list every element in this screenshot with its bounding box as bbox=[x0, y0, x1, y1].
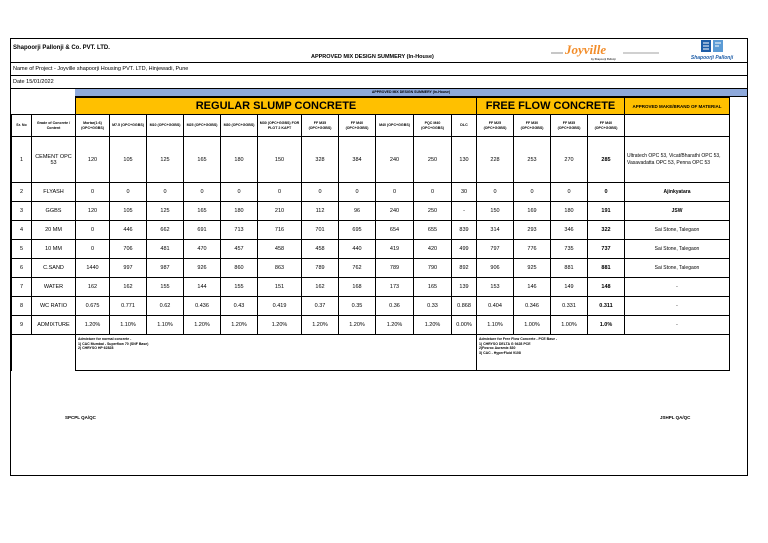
value-cell: 1.10% bbox=[477, 316, 514, 335]
value-cell: 1.10% bbox=[110, 316, 147, 335]
value-cell: 0.771 bbox=[110, 297, 147, 316]
value-cell: 0.33 bbox=[414, 297, 452, 316]
value-cell: 120 bbox=[76, 202, 110, 221]
value-cell: 701 bbox=[302, 221, 339, 240]
brand-cell: - bbox=[625, 297, 730, 316]
value-cell: 0.331 bbox=[551, 297, 588, 316]
brand-cell: Sai Stone, Talegaon bbox=[625, 240, 730, 259]
value-cell: 250 bbox=[414, 137, 452, 183]
value-cell: 776 bbox=[514, 240, 551, 259]
value-cell: 125 bbox=[147, 137, 184, 183]
value-cell: 420 bbox=[414, 240, 452, 259]
value-cell: 125 bbox=[147, 202, 184, 221]
value-cell: 162 bbox=[302, 278, 339, 297]
mix-design-table bbox=[11, 97, 730, 371]
value-cell: 1.20% bbox=[302, 316, 339, 335]
sr-no-cell: 5 bbox=[12, 240, 32, 259]
note-line: 3) CAC - HyperFluid 9108 bbox=[479, 350, 521, 355]
value-cell: 458 bbox=[258, 240, 302, 259]
value-cell: 210 bbox=[258, 202, 302, 221]
value-cell: 695 bbox=[339, 221, 376, 240]
value-cell: 162 bbox=[110, 278, 147, 297]
value-cell: 797 bbox=[477, 240, 514, 259]
value-cell: 168 bbox=[339, 278, 376, 297]
value-cell: 0 bbox=[110, 183, 147, 202]
table-row bbox=[12, 137, 730, 183]
value-cell: 0 bbox=[376, 183, 414, 202]
value-cell: 149 bbox=[551, 278, 588, 297]
grade-column-header: PQC M40 (OPC+GGBS) bbox=[414, 115, 452, 137]
material-name-cell: 10 MM bbox=[32, 240, 76, 259]
value-cell: 293 bbox=[514, 221, 551, 240]
grade-column-header: DLC bbox=[452, 115, 477, 137]
value-cell: 150 bbox=[258, 137, 302, 183]
value-cell: 926 bbox=[184, 259, 221, 278]
value-cell: 150 bbox=[477, 202, 514, 221]
value-cell: 713 bbox=[221, 221, 258, 240]
value-cell: 139 bbox=[452, 278, 477, 297]
value-cell: 0.36 bbox=[376, 297, 414, 316]
grade-column-header: FF M30 (OPC+GGBS) bbox=[514, 115, 551, 137]
value-cell: 0 bbox=[147, 183, 184, 202]
brand-cell: JSW bbox=[625, 202, 730, 221]
value-cell: 789 bbox=[302, 259, 339, 278]
project-row bbox=[11, 63, 747, 76]
approved-brand-header: APPROVED MAKE/BRAND OF MATERIAL bbox=[625, 98, 730, 115]
value-cell: 457 bbox=[221, 240, 258, 259]
value-cell: 314 bbox=[477, 221, 514, 240]
value-cell: 165 bbox=[184, 137, 221, 183]
shapoorji-logo-mark-icon bbox=[697, 39, 727, 53]
material-name-cell: GGBS bbox=[32, 202, 76, 221]
value-cell: 0.346 bbox=[514, 297, 551, 316]
brand-cell: Ajinkyatara bbox=[625, 183, 730, 202]
shapoorji-logo-text: Shapoorji Pallonji bbox=[690, 55, 734, 61]
value-cell: 0.35 bbox=[339, 297, 376, 316]
blank-cell bbox=[12, 98, 76, 115]
value-cell: 997 bbox=[110, 259, 147, 278]
company-header bbox=[11, 39, 747, 63]
column-header-row bbox=[12, 115, 730, 137]
value-cell: 0.675 bbox=[76, 297, 110, 316]
value-cell: 384 bbox=[339, 137, 376, 183]
value-cell: 0 bbox=[477, 183, 514, 202]
spcpl-signature-label: SPCPL QA/QC bbox=[65, 415, 96, 420]
table-row bbox=[12, 202, 730, 221]
grade-column-header: FF M25 (OPC+GGBS) bbox=[477, 115, 514, 137]
table-row bbox=[12, 183, 730, 202]
value-cell: 0 bbox=[414, 183, 452, 202]
sr-no-cell: 1 bbox=[12, 137, 32, 183]
note-line: Admixture for Free Flow Concrete - PCE Base - bbox=[479, 337, 558, 341]
joyville-logo-text: Joyville bbox=[565, 42, 607, 57]
value-cell: 105 bbox=[110, 137, 147, 183]
grade-column-header: FF M35 (OPC+GGBS) bbox=[302, 115, 339, 137]
grade-column-header: Mortar(1:6) (OPC+GGBS) bbox=[76, 115, 110, 137]
material-name-cell: WC RATIO bbox=[32, 297, 76, 316]
value-cell: 1.00% bbox=[514, 316, 551, 335]
value-cell: 863 bbox=[258, 259, 302, 278]
value-cell: 1.20% bbox=[414, 316, 452, 335]
value-cell: 250 bbox=[414, 202, 452, 221]
value-cell: 735 bbox=[551, 240, 588, 259]
value-cell: 0.436 bbox=[184, 297, 221, 316]
value-cell: 0.62 bbox=[147, 297, 184, 316]
company-name: Shapoorji Pallonji & Co. PVT. LTD. bbox=[13, 45, 110, 51]
value-cell: 1.20% bbox=[76, 316, 110, 335]
grade-column-header: M7.5 (OPC+GGBS) bbox=[110, 115, 147, 137]
value-cell: 892 bbox=[452, 259, 477, 278]
grade-column-header: FF M40 (OPC+GGBS) bbox=[588, 115, 625, 137]
table-row bbox=[12, 240, 730, 259]
project-name: Name of Project - Joyville shapoorji Housing PVT. LTD, Hinjewadi, Pune bbox=[13, 66, 189, 72]
value-cell: 716 bbox=[258, 221, 302, 240]
grade-header: Grade of Concrete / Content bbox=[32, 115, 76, 137]
note-line: 1) CAC Mumbai - Superflow 70 (SNF Base) bbox=[78, 341, 149, 346]
value-cell: 0 bbox=[588, 183, 625, 202]
regular-slump-header: REGULAR SLUMP CONCRETE bbox=[76, 98, 477, 115]
value-cell: 180 bbox=[551, 202, 588, 221]
brand-cell: - bbox=[625, 316, 730, 335]
value-cell: 322 bbox=[588, 221, 625, 240]
value-cell: 0 bbox=[76, 221, 110, 240]
value-cell: 228 bbox=[477, 137, 514, 183]
value-cell: 706 bbox=[110, 240, 147, 259]
sr-no-cell: 9 bbox=[12, 316, 32, 335]
value-cell: 240 bbox=[376, 137, 414, 183]
value-cell: 881 bbox=[588, 259, 625, 278]
value-cell: 446 bbox=[110, 221, 147, 240]
value-cell: 1.20% bbox=[258, 316, 302, 335]
value-cell: 440 bbox=[339, 240, 376, 259]
notes-blank-cell bbox=[12, 335, 76, 371]
value-cell: 470 bbox=[184, 240, 221, 259]
note-line: 2)Fosroc Auramix 830 bbox=[479, 346, 516, 350]
value-cell: 155 bbox=[147, 278, 184, 297]
grade-column-header: M30 (OPC+GGBS) bbox=[221, 115, 258, 137]
value-cell: 151 bbox=[258, 278, 302, 297]
mix-rows bbox=[12, 137, 730, 335]
value-cell: 789 bbox=[376, 259, 414, 278]
document-date: Date 15/01/2022 bbox=[13, 79, 54, 85]
joyville-logo-subtext: by Shapoorji Pallonji bbox=[591, 58, 616, 61]
value-cell: 112 bbox=[302, 202, 339, 221]
value-cell: 155 bbox=[221, 278, 258, 297]
joyville-logo-graphic bbox=[551, 41, 661, 63]
value-cell: 165 bbox=[414, 278, 452, 297]
value-cell: 1.20% bbox=[221, 316, 258, 335]
value-cell: 285 bbox=[588, 137, 625, 183]
document-title: APPROVED MIX DESIGN SUMMERY (In-House) bbox=[311, 54, 434, 60]
material-name-cell: FLYASH bbox=[32, 183, 76, 202]
brand-cell: Ultratech OPC 53, Vicat/Bharathi OPC 53, Vasavadatta OPC 53, Penna OPC 53 bbox=[625, 137, 730, 183]
sr-no-cell: 8 bbox=[12, 297, 32, 316]
value-cell: 346 bbox=[551, 221, 588, 240]
sr-no-cell: 3 bbox=[12, 202, 32, 221]
value-cell: 0 bbox=[302, 183, 339, 202]
free-flow-header: FREE FLOW CONCRETE bbox=[477, 98, 625, 115]
value-cell: 144 bbox=[184, 278, 221, 297]
material-name-cell: 20 MM bbox=[32, 221, 76, 240]
brand-cell: - bbox=[625, 278, 730, 297]
grade-column-header: M40 (OPC+GGBS) bbox=[376, 115, 414, 137]
value-cell: 860 bbox=[221, 259, 258, 278]
value-cell: 0 bbox=[221, 183, 258, 202]
value-cell: 191 bbox=[588, 202, 625, 221]
sr-no-cell: 7 bbox=[12, 278, 32, 297]
value-cell: 662 bbox=[147, 221, 184, 240]
value-cell: 790 bbox=[414, 259, 452, 278]
value-cell: 655 bbox=[414, 221, 452, 240]
value-cell: 654 bbox=[376, 221, 414, 240]
value-cell: 0.43 bbox=[221, 297, 258, 316]
shapoorji-logo bbox=[679, 39, 745, 63]
value-cell: 253 bbox=[514, 137, 551, 183]
value-cell: 458 bbox=[302, 240, 339, 259]
brand-cell: Sai Stone, Talegaon bbox=[625, 221, 730, 240]
grade-column-header: FF M40 (OPC+GGBS) bbox=[339, 115, 376, 137]
joyville-logo bbox=[551, 41, 661, 63]
jshpl-signature-label: JSHPL QA/QC bbox=[660, 415, 691, 420]
value-cell: 30 bbox=[452, 183, 477, 202]
value-cell: 0 bbox=[76, 240, 110, 259]
table-row bbox=[12, 297, 730, 316]
notes-row bbox=[12, 335, 730, 371]
value-cell: 0.00% bbox=[452, 316, 477, 335]
value-cell: 691 bbox=[184, 221, 221, 240]
free-flow-admixture-notes bbox=[477, 335, 730, 371]
material-name-cell: ADMIXTURE bbox=[32, 316, 76, 335]
value-cell: - bbox=[452, 202, 477, 221]
value-cell: 737 bbox=[588, 240, 625, 259]
value-cell: 499 bbox=[452, 240, 477, 259]
value-cell: 881 bbox=[551, 259, 588, 278]
value-cell: 165 bbox=[184, 202, 221, 221]
value-cell: 0 bbox=[76, 183, 110, 202]
sr-no-cell: 2 bbox=[12, 183, 32, 202]
value-cell: 148 bbox=[588, 278, 625, 297]
value-cell: 0 bbox=[258, 183, 302, 202]
value-cell: 0.37 bbox=[302, 297, 339, 316]
table-row bbox=[12, 278, 730, 297]
value-cell: 481 bbox=[147, 240, 184, 259]
value-cell: 0 bbox=[551, 183, 588, 202]
value-cell: 839 bbox=[452, 221, 477, 240]
value-cell: 120 bbox=[76, 137, 110, 183]
value-cell: 180 bbox=[221, 137, 258, 183]
value-cell: 1.20% bbox=[339, 316, 376, 335]
value-cell: 1.00% bbox=[551, 316, 588, 335]
note-line: 1) CHRYSO DELTA G 9428 PCE bbox=[479, 341, 531, 346]
value-cell: 1440 bbox=[76, 259, 110, 278]
value-cell: 0 bbox=[339, 183, 376, 202]
sr-no-header: Sr. No bbox=[12, 115, 32, 137]
value-cell: 1.20% bbox=[376, 316, 414, 335]
mix-design-sheet bbox=[10, 38, 748, 476]
brand-column-header bbox=[625, 115, 730, 137]
value-cell: 1.10% bbox=[147, 316, 184, 335]
sr-no-cell: 6 bbox=[12, 259, 32, 278]
value-cell: 762 bbox=[339, 259, 376, 278]
value-cell: 906 bbox=[477, 259, 514, 278]
regular-admixture-notes bbox=[76, 335, 477, 371]
value-cell: 0.419 bbox=[258, 297, 302, 316]
value-cell: 270 bbox=[551, 137, 588, 183]
value-cell: 987 bbox=[147, 259, 184, 278]
value-cell: 0.404 bbox=[477, 297, 514, 316]
value-cell: 162 bbox=[76, 278, 110, 297]
note-line: Admixture for normal concrete - bbox=[78, 337, 132, 341]
grade-column-header: M30 (OPC+GGBS) FOR PLOT 2 KAPT bbox=[258, 115, 302, 137]
value-cell: 1.20% bbox=[184, 316, 221, 335]
material-name-cell: WATER bbox=[32, 278, 76, 297]
value-cell: 173 bbox=[376, 278, 414, 297]
table-row bbox=[12, 259, 730, 278]
value-cell: 96 bbox=[339, 202, 376, 221]
value-cell: 328 bbox=[302, 137, 339, 183]
value-cell: 153 bbox=[477, 278, 514, 297]
material-name-cell: C.SAND bbox=[32, 259, 76, 278]
summary-band: APPROVED MIX DESIGN SUMMERY (In-House) bbox=[75, 89, 747, 97]
value-cell: 180 bbox=[221, 202, 258, 221]
value-cell: 0.311 bbox=[588, 297, 625, 316]
value-cell: 105 bbox=[110, 202, 147, 221]
value-cell: 1.0% bbox=[588, 316, 625, 335]
table-row bbox=[12, 316, 730, 335]
value-cell: 925 bbox=[514, 259, 551, 278]
material-name-cell: CEMENT OPC 53 bbox=[32, 137, 76, 183]
value-cell: 0 bbox=[184, 183, 221, 202]
grade-column-header: M10 (OPC+GGBS) bbox=[147, 115, 184, 137]
section-header-row bbox=[12, 98, 730, 115]
value-cell: 146 bbox=[514, 278, 551, 297]
date-row bbox=[11, 76, 747, 89]
value-cell: 419 bbox=[376, 240, 414, 259]
brand-cell: Sai Stone, Talegaon bbox=[625, 259, 730, 278]
grade-column-header: FF M35 (OPC+GGBS) bbox=[551, 115, 588, 137]
grade-column-header: M25 (OPC+GGBS) bbox=[184, 115, 221, 137]
sr-no-cell: 4 bbox=[12, 221, 32, 240]
table-row bbox=[12, 221, 730, 240]
value-cell: 130 bbox=[452, 137, 477, 183]
value-cell: 0 bbox=[514, 183, 551, 202]
value-cell: 0.868 bbox=[452, 297, 477, 316]
value-cell: 169 bbox=[514, 202, 551, 221]
note-line: 2) CHRYSO HP 62828 bbox=[78, 346, 114, 350]
value-cell: 240 bbox=[376, 202, 414, 221]
